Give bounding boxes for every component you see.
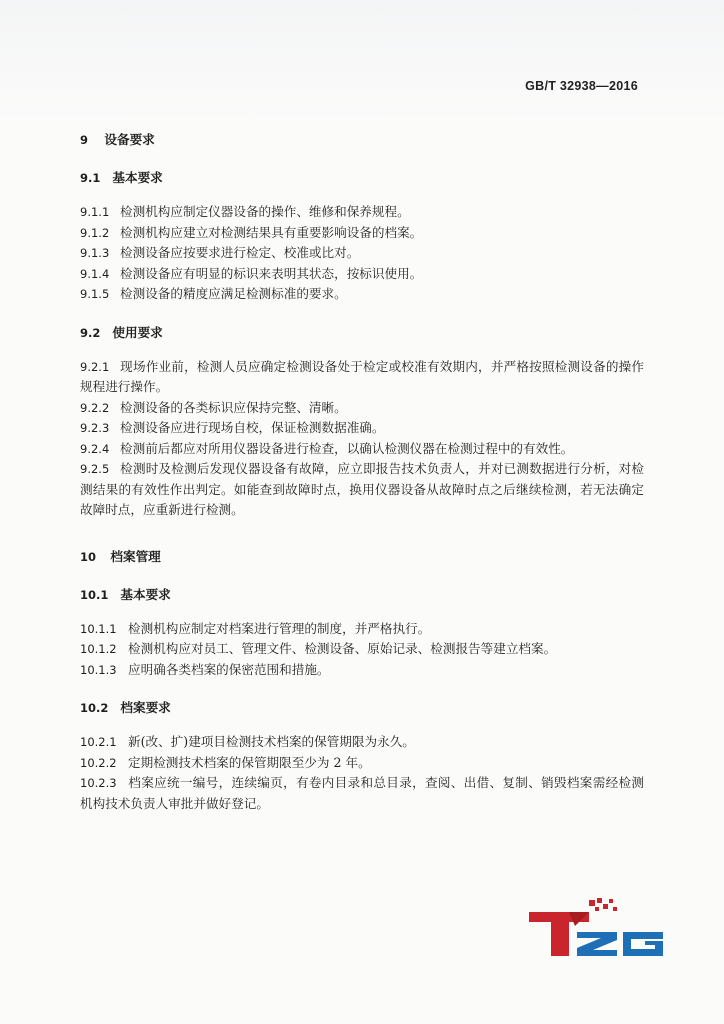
section-9-2-heading [80,323,644,343]
clause-9-1-1 [80,202,644,223]
section-number: 9.1 [80,171,101,185]
tzg-logo-icon [527,898,667,988]
chapter-10-heading [80,547,644,567]
clause-text: 检测设备应进行现场自校，保证检测数据准确。 [120,420,385,435]
section-10-2-heading [80,698,644,718]
clause-9-2-3 [80,418,644,439]
clause-10-2-1 [80,732,644,753]
clause-text: 档案应统一编号，连续编页，有卷内目录和总目录，查阅、出借、复制、销毁档案需经检测机构技术负责人审批并做好登记。 [80,775,644,811]
section-number: 10.1 [80,587,109,602]
clause-text: 新(改、扩)建项目检测技术档案的保管期限为永久。 [128,734,415,749]
clause-number: 10.1.1 [80,621,117,636]
chapter-number: 9 [80,133,89,147]
standard-code: GB/T 32938—2016 [525,79,638,93]
clause-10-2-2 [80,753,644,774]
clause-text: 检测设备的各类标识应保持完整、清晰。 [120,399,347,415]
section-9-1-heading [80,168,644,188]
clause-number: 9.1.1 [80,205,110,219]
section-title: 档案要求 [120,700,171,715]
clause-text: 检测机构应制定对档案进行管理的制度，并严格执行。 [128,620,431,636]
clause-number: 9.1.5 [80,287,110,301]
clause-text: 检测机构应对员工、管理文件、检测设备、原始记录、检测报告等建立档案。 [128,641,557,656]
clause-text: 定期检测技术档案的保管期限至少为 2 年。 [128,754,371,770]
chapter-9-heading [80,130,644,150]
section-title: 使用要求 [112,324,163,340]
section-title: 基本要求 [120,586,171,602]
clause-number: 9.2.3 [80,421,110,435]
clause-9-2-1 [80,357,644,398]
clause-9-2-4 [80,439,644,460]
clause-10-1-3 [80,660,644,681]
clause-text: 检测机构应建立对检测结果具有重要影响设备的档案。 [120,224,423,240]
clause-number: 10.1.3 [80,662,117,677]
clause-number: 9.2.4 [80,441,110,456]
clause-text: 检测前后都应对所用仪器设备进行检查，以确认检测仪器在检测过程中的有效性。 [120,440,574,456]
clause-text: 检测设备的精度应满足检测标准的要求。 [120,286,347,301]
clause-9-2-2 [80,398,644,419]
clause-number: 9.2.2 [80,400,110,415]
chapter-title: 设备要求 [104,132,155,147]
clause-number: 10.2.1 [80,735,117,749]
clause-number: 10.2.3 [80,776,117,790]
clause-9-1-5 [80,284,644,305]
clause-10-2-3 [80,773,644,814]
section-number: 10.2 [80,701,109,715]
clause-text: 应明确各类档案的保密范围和措施。 [128,661,330,677]
clause-text: 检测设备应按要求进行检定、校准或比对。 [120,245,360,260]
chapter-number: 10 [80,549,97,564]
clause-number: 10.1.2 [80,642,117,656]
clause-number: 9.2.5 [80,462,110,476]
section-number: 9.2 [80,325,101,340]
clause-9-2-5 [80,459,644,521]
clause-number: 9.1.4 [80,266,110,281]
clause-9-1-3 [80,243,644,264]
clause-text: 现场作业前，检测人员应确定检测设备处于检定或校准有效期内，并严格按照检测设备的操作规程进行操作。 [80,358,644,394]
clause-9-1-4 [80,264,644,285]
clause-9-1-2 [80,223,644,244]
clause-text: 检测机构应制定仪器设备的操作、维修和保养规程。 [120,204,410,219]
clause-10-1-1 [80,619,644,640]
document-body [80,130,644,814]
clause-text: 检测设备应有明显的标识来表明其状态，按标识使用。 [120,265,423,281]
section-title: 基本要求 [112,170,163,185]
clause-number: 9.1.2 [80,225,110,240]
chapter-title: 档案管理 [110,548,161,564]
clause-number: 9.2.1 [80,359,110,374]
clause-text: 检测时及检测后发现仪器设备有故障，应立即报告技术负责人，并对已测数据进行分析，对检测结果的有效性作出判定。如能查到故障时点，换用仪器设备从故障时点之后继续检测，若无法确定故障时点，应重新进行检测。 [80,461,644,517]
clause-10-1-2 [80,639,644,660]
clause-number: 10.2.2 [80,755,117,770]
section-10-1-heading [80,585,644,605]
clause-number: 9.1.3 [80,246,110,260]
